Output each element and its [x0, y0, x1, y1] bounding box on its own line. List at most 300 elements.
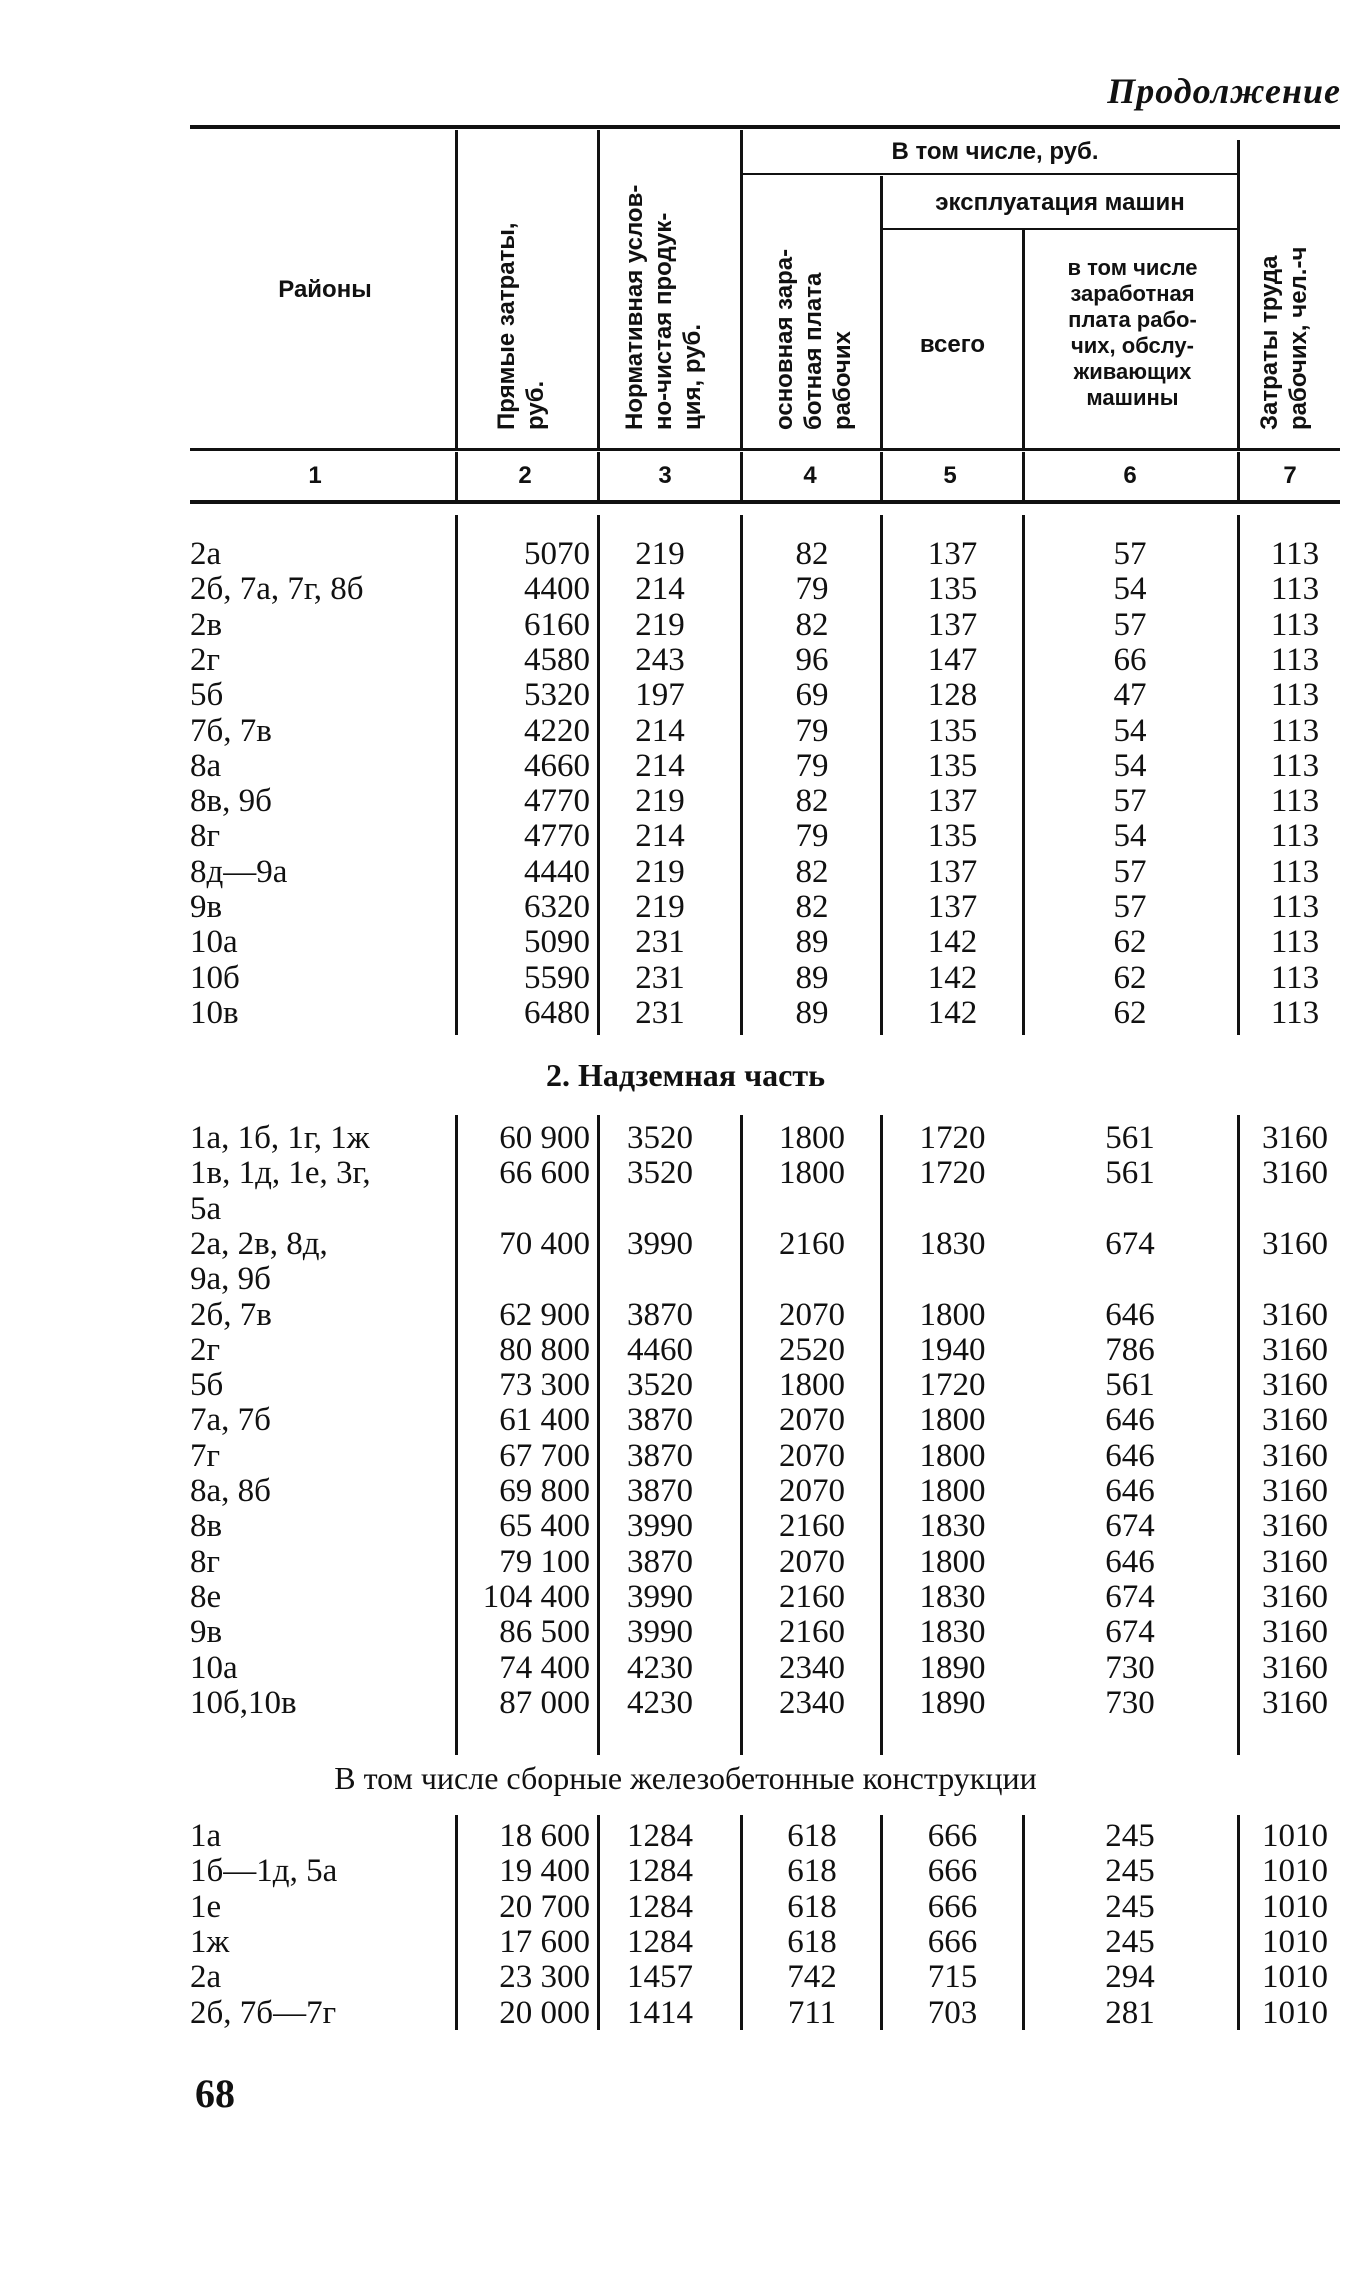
cell-direct-costs: 5590: [524, 959, 590, 996]
cell-normative-product: 219: [635, 536, 685, 572]
cell-region: 8г: [190, 1543, 221, 1580]
cell-machine-total: 1830: [919, 1508, 986, 1545]
cell-direct-costs: 67 700: [499, 1437, 590, 1474]
table-row: [0, 1995, 1371, 2031]
colnum-bottom-rule: [190, 500, 1340, 504]
cell-machine-wage: 66: [1113, 641, 1147, 678]
cell-region: 2б, 7б—7г: [190, 1994, 337, 2031]
cell-normative-product: 3520: [627, 1120, 693, 1156]
cell-direct-costs: 4580: [524, 641, 590, 678]
table-row: [0, 607, 1371, 643]
cell-machine-total: 1800: [919, 1437, 986, 1474]
table-row: [0, 995, 1371, 1031]
cell-labor: 113: [1270, 641, 1320, 678]
cell-labor: 1010: [1262, 1923, 1328, 1960]
cell-machine-wage: 57: [1113, 536, 1147, 572]
cell-direct-costs: 5090: [524, 924, 590, 961]
cell-base-wage: 2070: [779, 1543, 845, 1580]
header-total: всего: [919, 331, 986, 358]
group-rule: [742, 173, 1237, 175]
cell-machine-total: 666: [927, 1923, 978, 1960]
table-row: [0, 1191, 1371, 1227]
cell-direct-costs: 79 100: [499, 1543, 590, 1580]
top-rule: [190, 125, 1340, 129]
cell-labor: 3160: [1262, 1649, 1328, 1686]
cell-labor: 1010: [1262, 1959, 1328, 1996]
table-row: [0, 1120, 1371, 1156]
cell-region: 10б,10в: [190, 1684, 297, 1721]
column-number: 1: [308, 462, 322, 489]
table-row: [0, 571, 1371, 607]
cell-direct-costs: 80 800: [499, 1331, 590, 1368]
header-base-wage: основная зара- ботная плата рабочих: [771, 248, 856, 430]
table-row: [0, 1261, 1371, 1297]
cell-labor: 113: [1270, 712, 1320, 749]
colnum-divider: [880, 452, 883, 500]
cell-region: 10б: [190, 959, 240, 996]
cell-machine-total: 1830: [919, 1578, 986, 1615]
cell-base-wage: 82: [795, 536, 829, 572]
cell-normative-product: 1284: [627, 1888, 693, 1925]
cell-machine-wage: 245: [1105, 1853, 1155, 1890]
cell-direct-costs: 74 400: [499, 1649, 590, 1686]
cell-machine-total: 1940: [919, 1331, 986, 1368]
header-normative-product: Нормативная услов- но-чистая продук- ция, руб.: [621, 184, 706, 430]
cell-machine-wage: 674: [1105, 1508, 1155, 1545]
table-row: [0, 1650, 1371, 1686]
page-number: 68: [195, 2071, 235, 2116]
cell-machine-total: 666: [927, 1853, 978, 1890]
cell-labor: 3160: [1262, 1120, 1328, 1156]
cell-base-wage: 1800: [779, 1120, 845, 1156]
cell-machine-wage: 730: [1105, 1649, 1155, 1686]
cell-machine-total: 142: [927, 924, 978, 961]
cell-labor: 3160: [1262, 1684, 1328, 1721]
cell-labor: 3160: [1262, 1225, 1328, 1262]
cell-machine-wage: 54: [1113, 747, 1147, 784]
cell-machine-total: 137: [927, 853, 978, 890]
cell-machine-wage: 561: [1105, 1120, 1155, 1156]
cell-labor: 3160: [1262, 1578, 1328, 1615]
cell-direct-costs: 5320: [524, 677, 590, 714]
cell-direct-costs: 23 300: [499, 1959, 590, 1996]
cell-direct-costs: 4770: [524, 783, 590, 820]
cell-labor: 3160: [1262, 1614, 1328, 1651]
cell-machine-total: 1800: [919, 1543, 986, 1580]
cell-normative-product: 4230: [627, 1649, 693, 1686]
cell-labor: 3160: [1262, 1543, 1328, 1580]
table-row: [0, 1853, 1371, 1889]
cell-direct-costs: 60 900: [499, 1120, 590, 1156]
cell-region: 2б, 7в: [190, 1296, 272, 1333]
table-row: [0, 854, 1371, 890]
cell-labor: 113: [1270, 606, 1320, 643]
cell-region: 8а: [190, 747, 222, 784]
cell-region: 9в: [190, 889, 223, 925]
cell-machine-total: 135: [927, 571, 978, 608]
cell-normative-product: 3990: [627, 1614, 693, 1651]
cell-labor: 113: [1270, 783, 1320, 820]
table-row: [0, 1332, 1371, 1368]
cell-region: 2а: [190, 1959, 222, 1996]
cell-labor: 3160: [1262, 1155, 1328, 1192]
cell-machine-wage: 674: [1105, 1225, 1155, 1262]
cell-normative-product: 3990: [627, 1578, 693, 1615]
cell-machine-total: 715: [927, 1959, 978, 1996]
cell-machine-wage: 57: [1113, 606, 1147, 643]
cell-base-wage: 2340: [779, 1684, 845, 1721]
table-row: [0, 1685, 1371, 1721]
cell-normative-product: 3870: [627, 1402, 693, 1439]
cell-normative-product: 243: [635, 641, 685, 678]
cell-normative-product: 3870: [627, 1296, 693, 1333]
cell-base-wage: 79: [795, 747, 829, 784]
cell-machine-total: 135: [927, 818, 978, 855]
cell-base-wage: 742: [787, 1959, 837, 1996]
cell-direct-costs: 20 000: [499, 1994, 590, 2031]
cell-base-wage: 1800: [779, 1155, 845, 1192]
cell-direct-costs: 4440: [524, 853, 590, 890]
cell-base-wage: 2070: [779, 1402, 845, 1439]
cell-machine-wage: 54: [1113, 571, 1147, 608]
cell-labor: 3160: [1262, 1437, 1328, 1474]
column-number: 4: [803, 462, 817, 489]
cell-region: 8д—9а: [190, 853, 288, 890]
cell-labor: 1010: [1262, 1888, 1328, 1925]
cell-normative-product: 219: [635, 853, 685, 890]
cell-labor: 113: [1270, 853, 1320, 890]
cell-direct-costs: 17 600: [499, 1923, 590, 1960]
table-row: [0, 1889, 1371, 1925]
cell-machine-wage: 646: [1105, 1473, 1155, 1509]
header-regions: Районы: [278, 276, 372, 303]
table-row: [0, 1818, 1371, 1854]
cell-normative-product: 3520: [627, 1367, 693, 1404]
cell-base-wage: 89: [795, 959, 829, 996]
cell-base-wage: 79: [795, 818, 829, 855]
cell-base-wage: 618: [787, 1818, 837, 1854]
cell-machine-total: 142: [927, 959, 978, 996]
cell-machine-wage: 57: [1113, 783, 1147, 820]
cell-machine-wage: 561: [1105, 1155, 1155, 1192]
cell-normative-product: 1284: [627, 1923, 693, 1960]
header-group-including: В том числе, руб.: [891, 138, 1099, 165]
cell-normative-product: 1414: [627, 1994, 693, 2031]
cell-direct-costs: 4220: [524, 712, 590, 749]
header-direct-costs: Прямые затраты, руб.: [493, 222, 549, 430]
cell-machine-total: 703: [927, 1994, 978, 2031]
cell-normative-product: 219: [635, 783, 685, 820]
cell-labor: 1010: [1262, 1818, 1328, 1854]
cell-labor: 113: [1270, 994, 1320, 1031]
table-row: [0, 960, 1371, 996]
cell-direct-costs: 19 400: [499, 1853, 590, 1890]
cell-machine-total: 137: [927, 606, 978, 643]
colnum-divider: [740, 452, 743, 500]
cell-direct-costs: 61 400: [499, 1402, 590, 1439]
colnum-divider: [1237, 452, 1240, 500]
cell-machine-total: 1830: [919, 1614, 986, 1651]
cell-base-wage: 2160: [779, 1614, 845, 1651]
cell-machine-wage: 245: [1105, 1818, 1155, 1854]
cell-direct-costs: 6320: [524, 889, 590, 925]
cell-base-wage: 2070: [779, 1296, 845, 1333]
cell-region: 1в, 1д, 1е, 3г,: [190, 1155, 371, 1192]
colnum-divider: [597, 452, 600, 500]
header-divider: [740, 130, 743, 450]
cell-machine-total: 1800: [919, 1296, 986, 1333]
cell-machine-wage: 57: [1113, 889, 1147, 925]
cell-machine-wage: 62: [1113, 994, 1147, 1031]
table-row: [0, 1226, 1371, 1262]
cell-machine-total: 137: [927, 889, 978, 925]
cell-region: 8г: [190, 818, 221, 855]
header-bottom-rule: [190, 448, 1340, 451]
cell-direct-costs: 65 400: [499, 1508, 590, 1545]
cell-machine-total: 1720: [919, 1120, 986, 1156]
table-row: [0, 642, 1371, 678]
table-row: [0, 1297, 1371, 1333]
cell-machine-wage: 646: [1105, 1402, 1155, 1439]
cell-region: 9а, 9б: [190, 1261, 271, 1298]
cell-machine-total: 1720: [919, 1155, 986, 1192]
cell-base-wage: 618: [787, 1888, 837, 1925]
cell-region: 7б, 7в: [190, 712, 272, 749]
cell-direct-costs: 62 900: [499, 1296, 590, 1333]
cell-direct-costs: 104 400: [482, 1578, 590, 1615]
table-row: [0, 1959, 1371, 1995]
cell-region: 10а: [190, 1649, 238, 1686]
table-row: [0, 1155, 1371, 1191]
cell-normative-product: 4460: [627, 1331, 693, 1368]
continued-label: Продолжение: [1107, 71, 1341, 111]
cell-machine-total: 1800: [919, 1473, 986, 1509]
cell-normative-product: 1284: [627, 1853, 693, 1890]
table-row: [0, 1924, 1371, 1960]
cell-region: 8в, 9б: [190, 783, 272, 820]
cell-base-wage: 711: [787, 1994, 837, 2031]
cell-region: 7а, 7б: [190, 1402, 271, 1439]
cell-normative-product: 231: [635, 924, 685, 961]
cell-labor: 113: [1270, 959, 1320, 996]
cell-labor: 3160: [1262, 1473, 1328, 1509]
cell-machine-wage: 561: [1105, 1367, 1155, 1404]
cell-machine-wage: 54: [1113, 818, 1147, 855]
cell-direct-costs: 4770: [524, 818, 590, 855]
cell-region: 10в: [190, 994, 239, 1031]
cell-labor: 113: [1270, 924, 1320, 961]
cell-labor: 1010: [1262, 1853, 1328, 1890]
cell-normative-product: 3990: [627, 1508, 693, 1545]
cell-normative-product: 214: [635, 747, 685, 784]
cell-machine-wage: 281: [1105, 1994, 1155, 2031]
cell-direct-costs: 5070: [524, 536, 590, 572]
cell-labor: 113: [1270, 818, 1320, 855]
cell-direct-costs: 69 800: [499, 1473, 590, 1509]
table-row: [0, 1367, 1371, 1403]
cell-normative-product: 3520: [627, 1155, 693, 1192]
cell-base-wage: 2070: [779, 1473, 845, 1509]
section3-title: В том числе сборные железобетонные конструкции: [334, 1760, 1037, 1796]
cell-direct-costs: 70 400: [499, 1225, 590, 1262]
cell-normative-product: 197: [635, 677, 685, 714]
header-divider: [455, 130, 458, 450]
cell-base-wage: 82: [795, 853, 829, 890]
cell-base-wage: 2520: [779, 1331, 845, 1368]
table-row: [0, 1508, 1371, 1544]
cell-region: 1б—1д, 5а: [190, 1853, 338, 1890]
cell-machine-wage: 54: [1113, 712, 1147, 749]
cell-base-wage: 2160: [779, 1508, 845, 1545]
cell-direct-costs: 87 000: [499, 1684, 590, 1721]
cell-machine-wage: 674: [1105, 1578, 1155, 1615]
cell-base-wage: 2160: [779, 1225, 845, 1262]
cell-region: 10а: [190, 924, 238, 961]
cell-base-wage: 79: [795, 571, 829, 608]
cell-base-wage: 69: [795, 677, 829, 714]
cell-machine-wage: 674: [1105, 1614, 1155, 1651]
cell-labor: 3160: [1262, 1508, 1328, 1545]
colnum-divider: [1022, 452, 1025, 500]
cell-normative-product: 231: [635, 959, 685, 996]
section2-title: 2. Надземная часть: [546, 1057, 825, 1093]
cell-base-wage: 89: [795, 924, 829, 961]
cell-base-wage: 89: [795, 994, 829, 1031]
cell-region: 2в: [190, 606, 223, 643]
cell-normative-product: 3990: [627, 1225, 693, 1262]
cell-normative-product: 3870: [627, 1543, 693, 1580]
table-row: [0, 1544, 1371, 1580]
header-divider: [597, 130, 600, 450]
cell-base-wage: 96: [795, 641, 829, 678]
cell-labor: 113: [1270, 677, 1320, 714]
cell-normative-product: 214: [635, 712, 685, 749]
cell-region: 5б: [190, 677, 224, 714]
table-row: [0, 1614, 1371, 1650]
cell-region: 9в: [190, 1614, 223, 1651]
cell-base-wage: 1800: [779, 1367, 845, 1404]
column-number: 7: [1283, 462, 1297, 489]
cell-machine-wage: 786: [1105, 1331, 1155, 1368]
column-number: 5: [943, 462, 957, 489]
cell-normative-product: 1457: [627, 1959, 693, 1996]
cell-labor: 113: [1270, 536, 1320, 572]
cell-region: 8е: [190, 1578, 222, 1615]
cell-region: 7г: [190, 1437, 221, 1474]
cell-region: 2б, 7а, 7г, 8б: [190, 571, 364, 608]
cell-base-wage: 2070: [779, 1437, 845, 1474]
column-number: 3: [658, 462, 672, 489]
cell-region: 2г: [190, 641, 221, 678]
cell-machine-wage: 62: [1113, 959, 1147, 996]
table-row: [0, 783, 1371, 819]
cell-direct-costs: 4660: [524, 747, 590, 784]
cell-direct-costs: 86 500: [499, 1614, 590, 1651]
cell-machine-total: 666: [927, 1888, 978, 1925]
cell-region: 8в: [190, 1508, 223, 1545]
column-number: 2: [518, 462, 532, 489]
header-machine-wage: в том числе заработная плата рабо- чих, обслу- живающих машины: [1067, 255, 1198, 410]
cell-machine-total: 135: [927, 747, 978, 784]
table-row: [0, 924, 1371, 960]
table-row: [0, 536, 1371, 572]
cell-machine-wage: 730: [1105, 1684, 1155, 1721]
cell-machine-wage: 646: [1105, 1437, 1155, 1474]
cell-labor: 113: [1270, 571, 1320, 608]
cell-labor: 3160: [1262, 1331, 1328, 1368]
cell-direct-costs: 6480: [524, 994, 590, 1031]
subgroup-rule: [882, 228, 1237, 230]
table-row: [0, 713, 1371, 749]
table-row: [0, 1473, 1371, 1509]
cell-direct-costs: 66 600: [499, 1155, 590, 1192]
cell-direct-costs: 6160: [524, 606, 590, 643]
header-machine-operation: эксплуатация машин: [935, 189, 1185, 216]
table-row: [0, 818, 1371, 854]
header-labor: Затраты труда рабочих, чел.-ч: [1256, 246, 1312, 430]
header-divider: [880, 176, 883, 450]
column-number: 6: [1123, 462, 1137, 489]
cell-base-wage: 2340: [779, 1649, 845, 1686]
cell-machine-total: 147: [927, 641, 978, 678]
cell-machine-total: 142: [927, 994, 978, 1031]
cell-machine-total: 137: [927, 783, 978, 820]
cell-region: 1е: [190, 1888, 222, 1925]
cell-normative-product: 214: [635, 571, 685, 608]
cell-labor: 3160: [1262, 1402, 1328, 1439]
cell-region: 2а, 2в, 8д,: [190, 1225, 328, 1262]
cell-normative-product: 219: [635, 606, 685, 643]
cell-region: 5а: [190, 1190, 222, 1227]
cell-machine-total: 1830: [919, 1225, 986, 1262]
cell-machine-total: 666: [927, 1818, 978, 1854]
cell-machine-wage: 245: [1105, 1923, 1155, 1960]
cell-normative-product: 214: [635, 818, 685, 855]
cell-machine-total: 1720: [919, 1367, 986, 1404]
cell-normative-product: 219: [635, 889, 685, 925]
cell-normative-product: 231: [635, 994, 685, 1031]
cell-base-wage: 82: [795, 606, 829, 643]
header-divider: [1022, 230, 1025, 450]
cell-direct-costs: 73 300: [499, 1367, 590, 1404]
cell-base-wage: 618: [787, 1923, 837, 1960]
table-row: [0, 748, 1371, 784]
cell-normative-product: 3870: [627, 1473, 693, 1509]
cell-base-wage: 2160: [779, 1578, 845, 1615]
header-divider: [1237, 140, 1240, 450]
table-row: [0, 1438, 1371, 1474]
cell-machine-wage: 646: [1105, 1296, 1155, 1333]
cell-machine-total: 1800: [919, 1402, 986, 1439]
table-row: [0, 677, 1371, 713]
cell-region: 8а, 8б: [190, 1473, 271, 1509]
cell-direct-costs: 20 700: [499, 1888, 590, 1925]
cell-normative-product: 3870: [627, 1437, 693, 1474]
cell-normative-product: 4230: [627, 1684, 693, 1721]
cell-region: 1ж: [190, 1923, 230, 1960]
cell-machine-total: 1890: [919, 1684, 986, 1721]
cell-region: 2а: [190, 536, 222, 572]
cell-machine-wage: 47: [1113, 677, 1147, 714]
colnum-divider: [455, 452, 458, 500]
table-row: [0, 1579, 1371, 1615]
cell-region: 1а, 1б, 1г, 1ж: [190, 1120, 370, 1156]
cell-machine-wage: 294: [1105, 1959, 1155, 1996]
cell-base-wage: 618: [787, 1853, 837, 1890]
cell-labor: 3160: [1262, 1367, 1328, 1404]
cell-machine-total: 137: [927, 536, 978, 572]
table-row: [0, 889, 1371, 925]
